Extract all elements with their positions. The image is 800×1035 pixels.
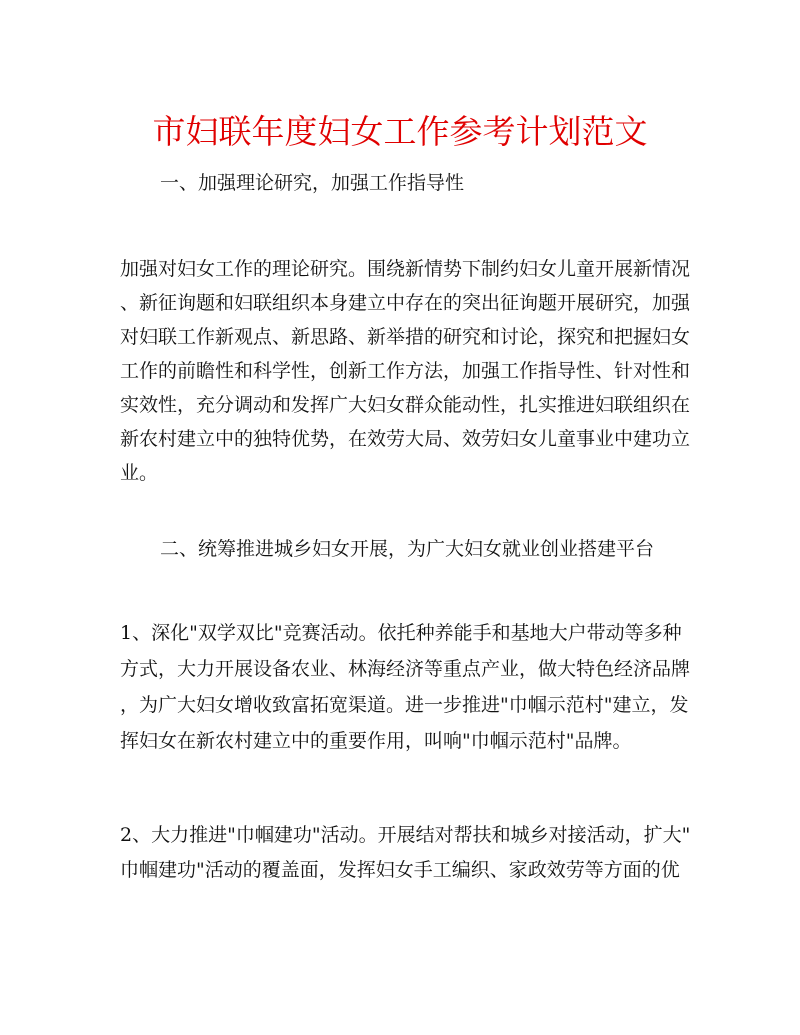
section-heading-2: 二、统筹推进城乡妇女开展，为广大妇女就业创业搭建平台 (160, 538, 655, 560)
paragraph-line: 1、深化"双学双比"竞赛活动。依托种养能手和基地大户带动等多种 (120, 622, 682, 644)
paragraph-line: 巾帼建功"活动的覆盖面，发挥妇女手工编织、家政效劳等方面的优 (120, 859, 680, 881)
paragraph-line: 、新征询题和妇联组织本身建立中存在的突出征询题开展研究，加强 (120, 292, 691, 314)
paragraph-line: 挥妇女在新农村建立中的重要作用，叫响"巾帼示范村"品牌。 (120, 730, 632, 752)
paragraph-line: 实效性，充分调动和发挥广大妇女群众能动性，扎实推进妇联组织在 (120, 394, 691, 416)
section-heading-1: 一、加强理论研究，加强工作指导性 (160, 172, 465, 194)
paragraph-line: 工作的前瞻性和科学性，创新工作方法，加强工作指导性、针对性和 (120, 360, 691, 382)
paragraph-line: 对妇联工作新观点、新思路、新举措的研究和讨论，探究和把握妇女 (120, 326, 691, 348)
paragraph-line: 方式，大力开展设备农业、林海经济等重点产业，做大特色经济品牌 (120, 658, 691, 680)
paragraph-line: ，为广大妇女增收致富拓宽渠道。进一步推进"巾帼示范村"建立，发 (120, 694, 689, 716)
paragraph-line: 加强对妇女工作的理论研究。围绕新情势下制约妇女儿童开展新情况 (120, 258, 691, 280)
paragraph-line: 业。 (120, 462, 159, 484)
paragraph-line: 新农村建立中的独特优势，在效劳大局、效劳妇女儿童事业中建功立 (120, 428, 691, 450)
document-title: 市妇联年度妇女工作参考计划范文 (152, 112, 648, 151)
paragraph-line: 2、大力推进"巾帼建功"活动。开展结对帮扶和城乡对接活动，扩大" (120, 824, 691, 846)
